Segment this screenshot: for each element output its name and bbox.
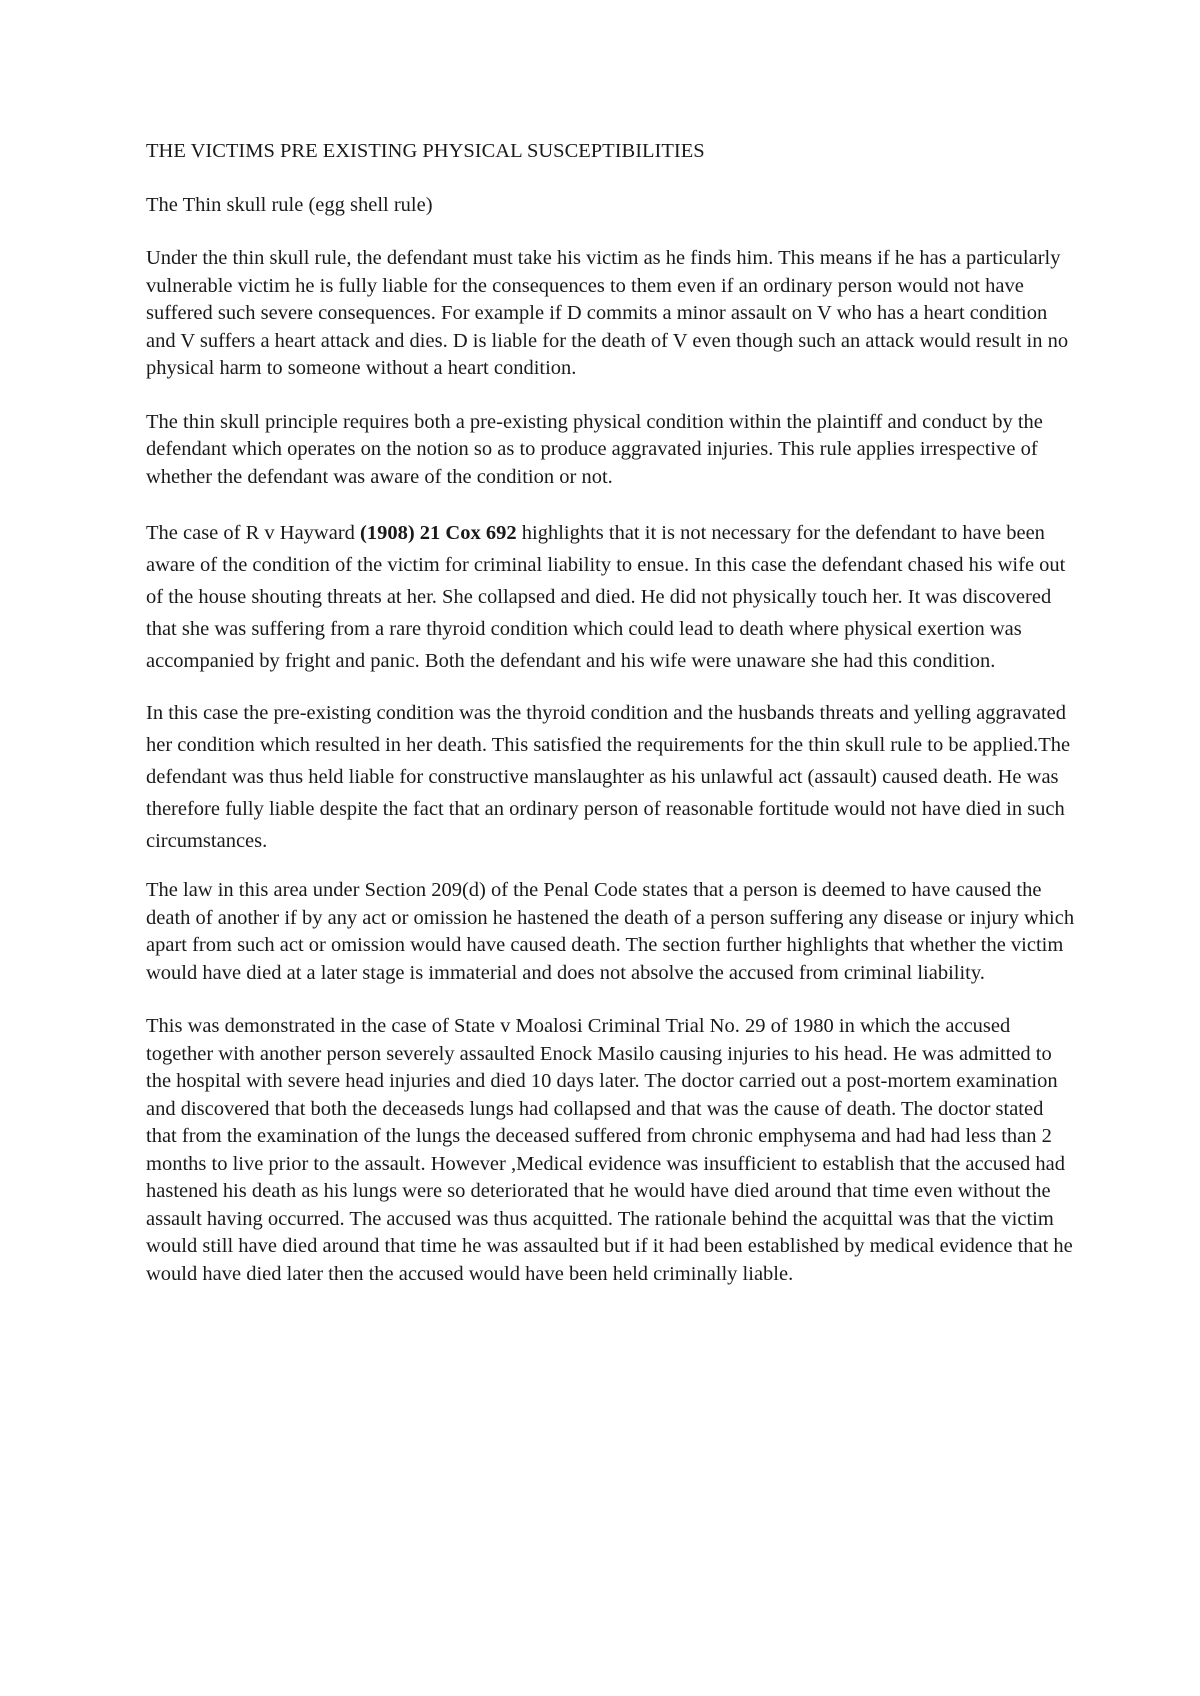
paragraph-penal-code-209d: The law in this area under Section 209(d) of the Penal Code states that a person is deemed to have caused the death of another if by any act or omission he hastened the death of a person suffering any disease or injury which apart from such act or omission would have caused death. The section further highlights that whether the victim would have died at a later stage is immaterial and does not absolve the accused from criminal liability. [146,879,1075,984]
paragraph-text: highlights that it is not necessary for the defendant to have been aware of the condition of the victim for criminal liability to ensue. In this case the defendant chased his wife out of the house shouting threats at her. She collapsed and died. He did not physically touch her. It was discovered that she was suffering from a rare thyroid condition which could lead to death where physical exertion was accompanied by fright and panic. Both the defendant and his wife were unaware she had this condition. [146,522,1066,672]
case-citation: (1908) 21 Cox 692 [360,522,517,544]
paragraph-hayward-analysis: In this case the pre-existing condition was the thyroid condition and the husbands threats and yelling aggravated her condition which resulted in her death. This satisfied the requirements for the thin skull rule to be applied.The defendant was thus held liable for constructive manslaughter as his unlawful act (assault) caused death. He was therefore fully liable despite the fact that an ordinary person of reasonable fortitude would not have died in such circumstances. [146,702,1071,852]
document-subtitle: The Thin skull rule (egg shell rule) [146,193,433,216]
paragraph-text: The case of R v Hayward [146,522,361,544]
paragraph-thin-skull-rule: Under the thin skull rule, the defendant must take his victim as he finds him. This means if he has a particularly vulnerable victim he is fully liable for the consequences to them even if an ordinary person would not have suffered such severe consequences. For example if D commits a minor assault on V who has a heart condition and V suffers a heart attack and dies. D is liable for the death of V even though such an attack would result in no physical harm to someone without a heart condition. [146,247,1069,379]
paragraph-r-v-hayward [146,517,1076,677]
paragraph-state-v-moalosi: This was demonstrated in the case of State v Moalosi Criminal Trial No. 29 of 1980 in which the accused together with another person severely assaulted Enock Masilo causing injuries to his head. He was admitted to the hospital with severe head injuries and died 10 days later. The doctor carried out a post-mortem examination and discovered that both the deceaseds lungs had collapsed and that was the cause of death. The doctor stated that from the examination of the lungs the deceased suffered from chronic emphysema and had had less than 2 months to live prior to the assault. However ,Medical evidence was insufficient to establish that the accused had hastened his death as his lungs were so deteriorated that he would have died around that time even without the assault having occurred. The accused was thus acquitted. The rationale behind the acquittal was that the victim would still have died around that time he was assaulted but if it had been established by medical evidence that he would have died later then the accused would have been held criminally liable. [146,1015,1073,1285]
paragraph-thin-skull-principle: The thin skull principle requires both a pre-existing physical condition within the plaintiff and conduct by the defendant which operates on the notion so as to produce aggravated injuries. This rule applies irrespective of whether the defendant was aware of the condition or not. [146,410,1043,488]
document-title: THE VICTIMS PRE EXISTING PHYSICAL SUSCEPTIBILITIES [146,140,705,162]
document-page [146,138,1076,1314]
